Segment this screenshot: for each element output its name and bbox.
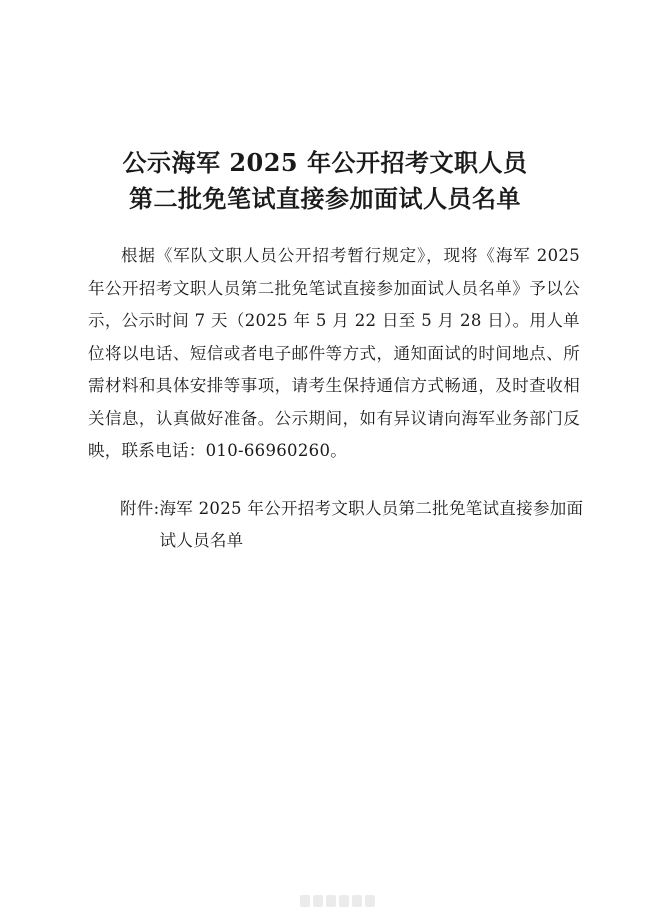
announcement-body: 根据《军队文职人员公开招考暂行规定》，现将《海军 2025 年公开招考文职人员第二批免笔试直接参加面试人员名单》予以公示，公示时间 7 天（2025 年 5 月 22 日至 5 月 28 日）。用人单位将以电话、短信或者电子邮件等方式，通知面试的时间地点、所需材料和具体安排等事项，请考生保持通信方式畅通，及时查收相关信息，认真做好准备。公示期间，如有异议请向海军业务部门反映，联系电话：010-66960260。 [88, 246, 580, 460]
attachment-note [120, 493, 590, 557]
document-title-line-2: 第二批免笔试直接参加面试人员名单 [129, 184, 521, 213]
attachment-label: 附件: [120, 499, 160, 518]
document-title-line-1: 公示海军 2025 年公开招考文职人员 [122, 148, 528, 177]
watermark-logo [300, 895, 380, 909]
attachment-title: 海军 2025 年公开招考文职人员第二批免笔试直接参加面试人员名单 [159, 499, 584, 550]
